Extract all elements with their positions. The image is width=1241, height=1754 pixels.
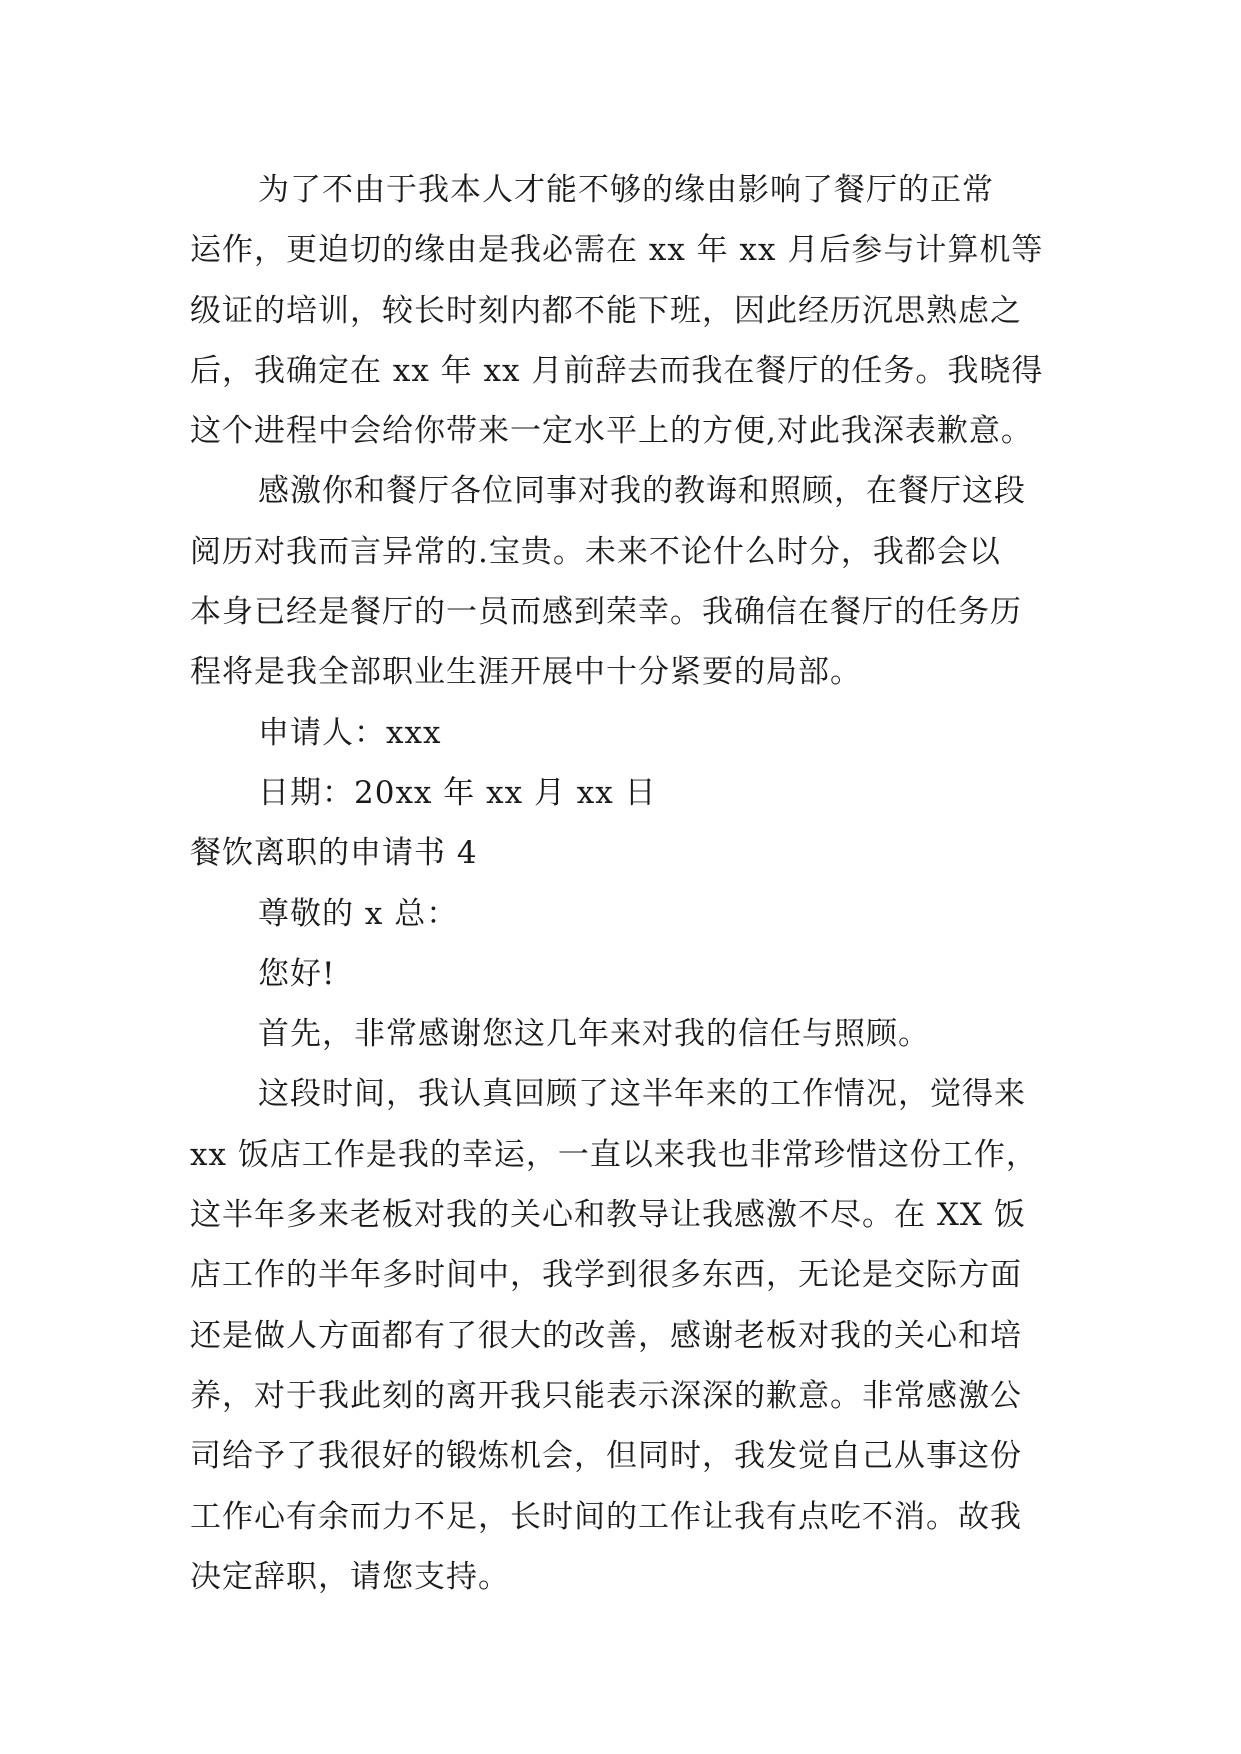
text-line: 尊敬的 x 总： (258, 895, 459, 932)
text-line: 餐饮离职的申请书 4 (190, 835, 478, 872)
text-line: 级证的培训，较长时刻内都不能下班，因此经历沉思熟虑之 (190, 292, 1022, 329)
text-line: 后，我确定在 xx 年 xx 月前辞去而我在餐厅的任务。我晓得 (190, 352, 1044, 389)
text-line: 为了不由于我本人才能不够的缘由影响了餐厅的正常 (258, 172, 994, 208)
text-line: 首先，非常感谢您这几年来对我的信任与照顾。 (258, 1016, 930, 1053)
document-body (190, 160, 1070, 1607)
text-line: 本身已经是餐厅的一员而感到荣幸。我确信在餐厅的任务历 (190, 594, 1022, 631)
text-line: 这个进程中会给你带来一定水平上的方便,对此我深表歉意。 (190, 413, 1033, 450)
text-line: 程将是我全部职业生涯开展中十分紧要的局部。 (190, 654, 862, 691)
text-line: 日期：20xx 年 xx 月 xx 日 (258, 774, 657, 811)
text-line: 养，对于我此刻的离开我只能表示深深的歉意。非常感激公 (190, 1377, 1022, 1414)
text-line: 这半年多来老板对我的关心和教导让我感激不尽。在 XX 饭 (190, 1197, 1026, 1234)
text-line: 感激你和餐厅各位同事对我的教诲和照顾，在餐厅这段 (258, 473, 1026, 510)
text-line: 您好! (258, 955, 336, 992)
text-line: 阅历对我而言异常的.宝贵。未来不论什么时分，我都会以 (190, 533, 1001, 570)
text-line: 店工作的半年多时间中，我学到很多东西，无论是交际方面 (190, 1257, 1022, 1294)
text-line: xx 饭店工作是我的幸运，一直以来我也非常珍惜这份工作， (190, 1136, 1038, 1173)
text-line: 这段时间，我认真回顾了这半年来的工作情况，觉得来 (258, 1076, 1026, 1113)
text-line: 决定辞职，请您支持。 (190, 1558, 510, 1595)
text-line: 司给予了我很好的锻炼机会，但同时，我发觉自己从事这份 (190, 1438, 1022, 1475)
text-line: 申请人：xxx (258, 714, 442, 751)
text-line: 工作心有余而力不足，长时间的工作让我有点吃不消。故我 (190, 1498, 1022, 1535)
text-line: 还是做人方面都有了很大的改善，感谢老板对我的关心和培 (190, 1317, 1022, 1354)
text-line: 运作，更迫切的缘由是我必需在 xx 年 xx 月后参与计算机等 (190, 232, 1044, 269)
